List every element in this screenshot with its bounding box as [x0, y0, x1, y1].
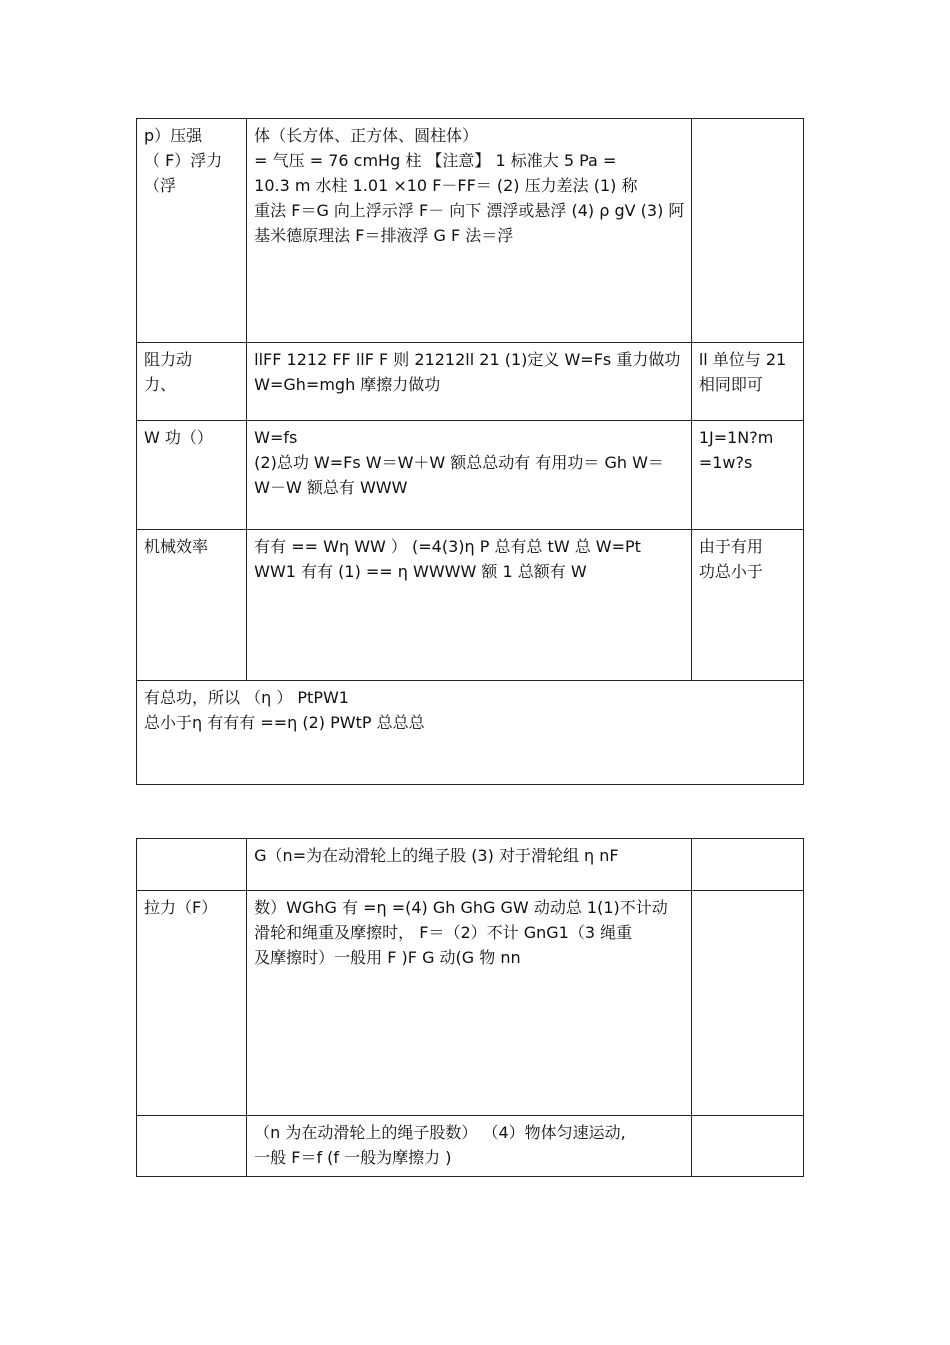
text-line: 滑轮和绳重及摩擦时， F＝（2）不计 GnG1（3 绳重 — [254, 923, 633, 942]
text-line: 机械效率 — [144, 537, 209, 556]
text-line: G（n=为在动滑轮上的绳子股 (3) 对于滑轮组 η nF — [254, 846, 619, 865]
text-line: llFF 1212 FF llF F 则 21212ll 21 (1)定义 W=Fs 重力做功 — [254, 350, 681, 369]
row-uniform-motion — [137, 1116, 804, 1177]
cell-note — [691, 421, 803, 530]
cell-content — [247, 891, 692, 1116]
text-line: 相同即可 — [698, 375, 763, 394]
cell-content — [247, 421, 692, 530]
formula-table-2 — [136, 838, 804, 1177]
text-line: ll 单位与 21 — [698, 350, 787, 369]
cell-label — [137, 839, 247, 891]
row-work — [137, 421, 804, 530]
cell-label — [137, 891, 247, 1116]
text-line: 有总功，所以 （η ） PtPW1 — [144, 688, 349, 707]
text-line: =1w?s — [698, 453, 753, 472]
text-line: 由于有用 — [698, 537, 763, 556]
text-line: （n 为在动滑轮上的绳子股数） （4）物体匀速运动, — [254, 1123, 626, 1142]
text-line: (2)总功 W=Fs W＝W＋W 额总总动有 有用功＝ Gh W＝ — [254, 453, 664, 472]
text-line: 拉力（F） — [144, 898, 218, 917]
text-line: （ F）浮力 — [144, 151, 223, 170]
cell-content — [247, 530, 692, 681]
cell-footer — [137, 681, 804, 785]
text-line: 体（长方体、正方体、圆柱体） — [254, 126, 479, 145]
cell-note — [691, 530, 803, 681]
cell-note — [691, 891, 803, 1116]
text-line: 10.3 m 水柱 1.01 ×10 F－FF＝ (2) 压力差法 (1) 称 — [254, 176, 638, 195]
cell-content — [247, 1116, 692, 1177]
text-line: p）压强 — [144, 126, 203, 145]
text-line: 数）WGhG 有 =η =(4) Gh GhG GW 动动总 1(1)不计动 — [254, 898, 668, 917]
text-line: WW1 有有 (1) == η WWWW 额 1 总额有 W — [254, 562, 587, 581]
cell-content — [247, 839, 692, 891]
text-line: 基米德原理法 F＝排液浮 G F 法＝浮 — [254, 226, 514, 245]
text-line: W=fs — [254, 428, 298, 447]
cell-label — [137, 530, 247, 681]
row-footer — [137, 681, 804, 785]
row-pull-force — [137, 891, 804, 1116]
text-line: W－W 额总有 WWW — [254, 478, 408, 497]
row-mechanical-efficiency — [137, 530, 804, 681]
text-line: W=Gh=mgh 摩擦力做功 — [254, 375, 441, 394]
cell-note — [691, 1116, 803, 1177]
text-line: 1J=1N?m — [698, 428, 774, 447]
text-line: W 功（） — [144, 428, 213, 447]
cell-note — [691, 839, 803, 891]
text-line: 功总小于 — [698, 562, 763, 581]
text-line: 一般 F＝f (f 一般为摩擦力 ) — [254, 1148, 452, 1167]
text-line: 及摩擦时）一般用 F )F G 动(G 物 nn — [254, 948, 521, 967]
cell-content — [247, 343, 692, 421]
cell-label — [137, 421, 247, 530]
text-line: 力、 — [144, 375, 177, 394]
cell-label — [137, 1116, 247, 1177]
row-resistance-force — [137, 343, 804, 421]
cell-note — [691, 119, 803, 343]
text-line: 重法 F＝G 向上浮示浮 F－ 向下 漂浮或悬浮 (4) ρ gV (3) 阿 — [254, 201, 685, 220]
text-line: 阻力动 — [144, 350, 193, 369]
cell-note — [691, 343, 803, 421]
row-pressure-buoyancy — [137, 119, 804, 343]
cell-label — [137, 343, 247, 421]
cell-label — [137, 119, 247, 343]
text-line: = 气压 = 76 cmHg 柱 【注意】 1 标准大 5 Pa = — [254, 151, 617, 170]
text-line: （浮 — [144, 176, 177, 195]
text-line: 总小于η 有有有 ==η (2) PWtP 总总总 — [144, 713, 425, 732]
formula-table-1 — [136, 118, 804, 785]
row-pulley-efficiency — [137, 839, 804, 891]
text-line: 有有 == Wη WW ） (=4(3)η P 总有总 tW 总 W=Pt — [254, 537, 641, 556]
cell-content — [247, 119, 692, 343]
